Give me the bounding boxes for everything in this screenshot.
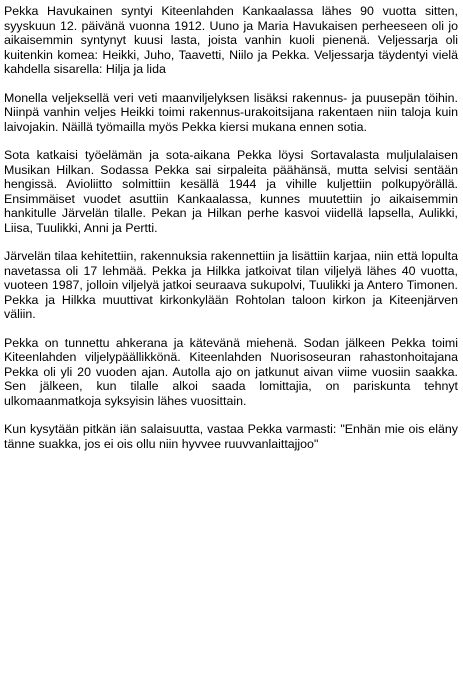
- paragraph-birth: Pekka Havukainen syntyi Kiteenlahden Kankaalassa lähes 90 vuotta sitten, syyskuun 12. päivänä vuonna 1912. Uuno ja Maria Havukaisen perheeseen oli jo aikaisemmin syntynyt kuusi lasta, joista vanhin kuoli pienenä. Veljessarja oli kuitenkin komea: Heikki, Juho, Taavetti, Niilo ja Pekka. Veljessarja täydentyi vielä kahdella sisarella: Hilja ja lida: [4, 4, 458, 77]
- paragraph-character: Pekka on tunnettu ahkerana ja kätevänä miehenä. Sodan jälkeen Pekka toimi Kiteenlahden viljelypäällikkönä. Kiteenlahden Nuorisoseuran rahastonhoitajana Pekka oli yli 20 vuoden ajan. Autolla ajo on jatkunut aivan viime vuosiin saakka. Sen jälkeen, kun tilalle alkoi saada lomittajia, on pariskunta tehnyt ulkomaanmatkoja syksyisin lähes vuosittain.: [4, 335, 458, 409]
- paragraph-farm: Järvelän tilaa kehitettiin, rakennuksia rakennettiin ja lisättiin karjaa, niin että lopulta navetassa oli 17 lehmää. Pekka ja Hilkka jatkoivat tilan viljelyä lähes 40 vuotta, vuoteen 1987, jolloin viljelyä jatkoi seuraava sukupolvi, Tuulikki ja Antero Timonen. Pekka ja Hilkka muuttivat kirkonkylään Rohtolan taloon kirkon ja Kiteenjärven väliin.: [4, 249, 458, 322]
- paragraph-construction-work: Monella veljeksellä veri veti maanviljelyksen lisäksi rakennus- ja puusepän töihin. Niinpä vanhin veljes Heikki toimi rakennus-urakoitsijana rakentaen niin taloja kuin laivojakin. Näillä työmailla myös Pekka kiersi mukana ennen sotia.: [4, 90, 458, 134]
- article-body: [4, 4, 458, 451]
- paragraph-secret: Kun kysytään pitkän iän salaisuutta, vastaa Pekka varmasti: "Enhän mie ois eläny tänne suakka, jos ei ois ollu niin hyvvee ruuvvanlaittajjoo": [4, 422, 458, 451]
- paragraph-war-and-marriage: Sota katkaisi työelämän ja sota-aikana Pekka löysi Sortavalasta muljulalaisen Musikan Hilkan. Sodassa Pekka sai sirpaleita päähänsä, mutta selvisi sentään hengissä. Avioliitto solmittiin kesällä 1944 ja vihille kuljettiin polkupyörällä. Ensimmäiset vuodet asuttiin Kankaalassa, kunnes muutettiin jo aikaisemmin hankitulle Järvelän tilalle. Pekan ja Hilkan perhe kasvoi viidellä lapsella, Aulikki, Liisa, Tuulikki, Anni ja Pertti.: [4, 147, 458, 235]
